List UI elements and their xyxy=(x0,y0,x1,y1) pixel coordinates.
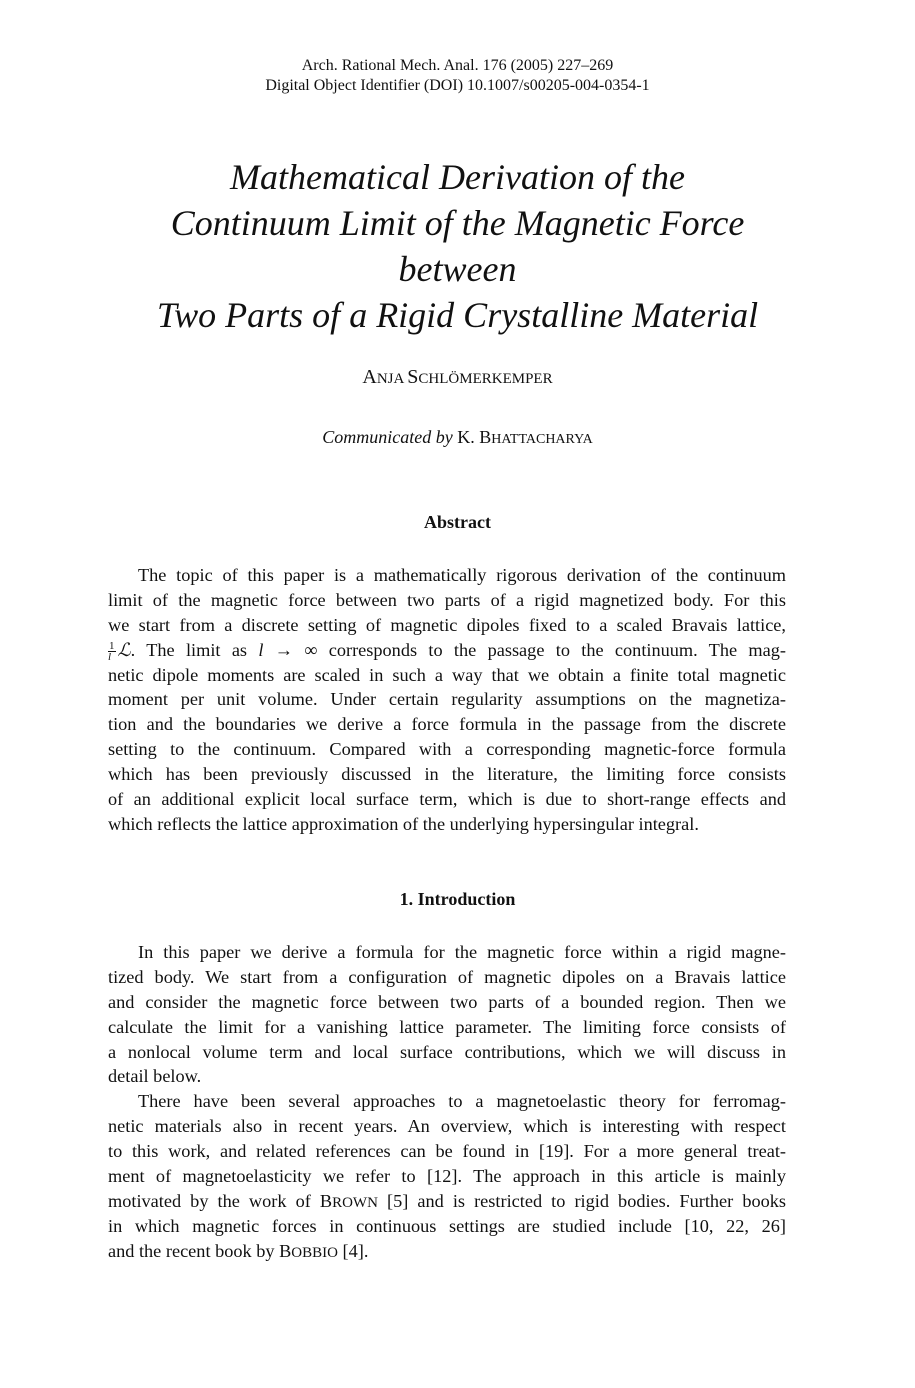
text-line: which has been previously discussed in the literature, the limiting force consists xyxy=(108,764,786,785)
text-line: and consider the magnetic force between two parts of a bounded region. Then we xyxy=(108,991,786,1012)
text-line: a nonlocal volume term and local surface contributions, which we will discuss in xyxy=(108,1041,786,1062)
journal-header xyxy=(0,56,915,96)
text-line: motivated by the work of BROWN [5] and is restricted to rigid bodies. Further books xyxy=(108,1190,786,1211)
title-line: Two Parts of a Rigid Crystalline Material xyxy=(156,295,759,335)
text-line: detail below. xyxy=(108,1066,202,1087)
text-line: moment per unit volume. Under certain regularity assumptions on the magnetiza- xyxy=(108,689,786,710)
title-line: Continuum Limit of the Magnetic Force xyxy=(170,203,745,243)
doi-line: Digital Object Identifier (DOI) 10.1007/s00205-004-0354-1 xyxy=(265,77,650,94)
title-line: Mathematical Derivation of the xyxy=(230,157,685,197)
text-line: which reflects the lattice approximation of the underlying hypersingular integral. xyxy=(108,813,699,834)
text-line: limit of the magnetic force between two parts of a rigid magnetized body. For this xyxy=(108,589,786,610)
text-line: in which magnetic forces in continuous settings are studied include [10, 22, 26] xyxy=(108,1215,786,1236)
text-line: There have been several approaches to a magnetoelastic theory for ferromag- xyxy=(138,1091,786,1112)
text-line: setting to the continuum. Compared with a corresponding magnetic-force formula xyxy=(108,739,786,760)
text-line: to this work, and related references can be found in [19]. For a more general treat- xyxy=(108,1141,786,1162)
author-name: ANJA SCHLÖMERKEMPER xyxy=(362,366,553,388)
text-line: tion and the boundaries we derive a force formula in the passage from the discrete xyxy=(108,714,786,735)
communicated-by: Communicated by K. BHATTACHARYA xyxy=(322,427,593,447)
text-line: tized body. We start from a configuration of magnetic dipoles on a Bravais lattice xyxy=(108,966,786,987)
fraction: $\frac{1}{l}$ xyxy=(108,639,115,663)
introduction-heading: 1. Introduction xyxy=(399,889,516,909)
lattice-symbol: ℒ xyxy=(117,639,131,661)
text-line: we start from a discrete setting of magnetic dipoles fixed to a scaled Bravais lattice, xyxy=(108,614,786,635)
journal-citation: Arch. Rational Mech. Anal. 176 (2005) 227–269 xyxy=(301,57,614,74)
abstract-heading: Abstract xyxy=(424,512,491,532)
text-line: The topic of this paper is a mathematically rigorous derivation of the continuum xyxy=(138,565,786,585)
text-line: netic materials also in recent years. An overview, which is interesting with respect xyxy=(108,1116,786,1137)
abstract-body xyxy=(108,563,786,837)
math-line: $\frac{1}{l}$ ℒ. The limit as l → ∞ corresponds to the passage to the continuum. The mag- xyxy=(108,639,786,663)
text-line: In this paper we derive a formula for the magnetic force within a rigid magne- xyxy=(138,942,786,962)
paper-title xyxy=(60,154,855,338)
text-line: calculate the limit for a vanishing lattice parameter. The limiting force consists of xyxy=(108,1016,786,1037)
text-line: ment of magnetoelasticity we refer to [12]. The approach in this article is mainly xyxy=(108,1166,786,1187)
communicated-label: Communicated by xyxy=(322,427,453,447)
text-line: and the recent book by BOBBIO [4]. xyxy=(108,1240,369,1261)
introduction-body xyxy=(108,940,786,1264)
text-line: of an additional explicit local surface term, which is due to short-range effects and xyxy=(108,789,786,810)
title-line: between xyxy=(398,249,517,289)
text-line: netic dipole moments are scaled in such a way that we obtain a finite total magnetic xyxy=(108,664,786,685)
